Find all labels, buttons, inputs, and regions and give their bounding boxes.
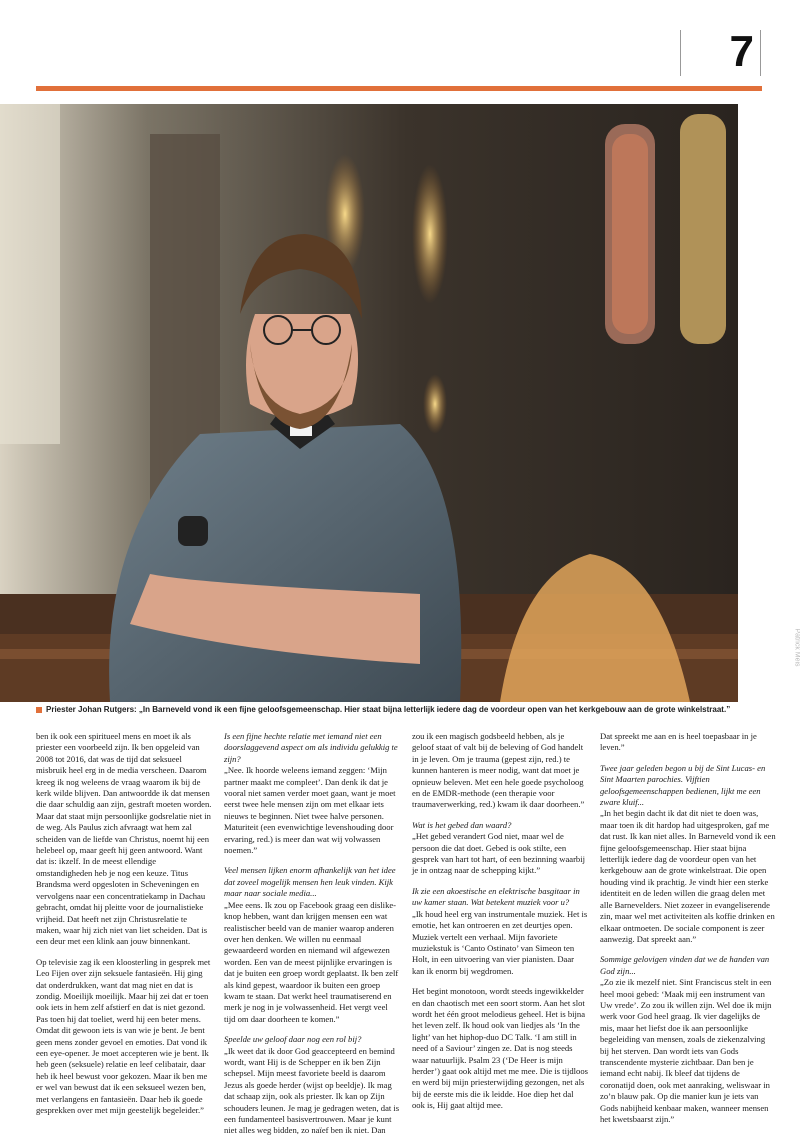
header-rule-left [680, 30, 681, 76]
header-accent-bar [36, 86, 762, 91]
interview-question: Veel mensen lijken enorm afhankelijk van het idee dat zoveel mogelijk mensen hen leuk vinden. Kijk maar naar sociale media... [224, 865, 396, 899]
caption-bullet-icon [36, 707, 42, 713]
priest-photo [0, 104, 738, 702]
article-paragraph: zou ik een magisch godsbeeld hebben, als je geloof staat of valt bij de beleving of God handelt in je leven. Om je trauma (gepest zijn, red.) te kunnen hanteren is meer nodig, want dat moet je opnieuw beleven. Met een hele goede psycholoog en de EMDR-methode (een therapie voor traumaverwerking, red.) kwam ik daar doorheen.” [412, 731, 585, 810]
photo-credit: Patrick Meis [793, 628, 800, 667]
article-paragraph: „Zo zie ik mezelf niet. Sint Franciscus stelt in een heel mooi gebed: ‘Maak mij een instrument van Uw vrede’. Zo zou ik willen zijn. Wel doe ik mijn werk voor God heel graag. Ik vier dagelijks de mis, maar het liefst doe ik aan persoonlijke begeleiding van mensen, zoals de ziekenzalving bij het sterven. Dan wordt iets van Gods transcendente mysterie zichtbaar. Dan ben je iemand echt nabij. Ik bleef dat tijdens de coronatijd doen, ook met aanraking, weliswaar in zo’n blauw pak. Op die manier kun je iets van Gods nabijheid kenbaar maken, wanneer mensen het kwetsbaarst zijn.” [600, 977, 772, 1124]
header-rule-right [760, 30, 761, 76]
photo-caption [36, 705, 756, 714]
column-4 [600, 731, 776, 1134]
article-paragraph: Op televisie zag ik een kloosterling in gesprek met Leo Fijen over zijn seksuele fantasieën. Hij ging dat onderdrukken, want dat mag niet en dat is zondig. Moeilijk moeilijk. Maar hij zei dat er toen ook iets in hem zelf afstierf en dat is niet gezond. Pas toen hij dat toeliet, werd hij een beter mens. Omdat dit gewoon iets is van wie je bent. Je bent geen mens zonder gevoel en emoties. Dat vond ik een eye-opener. Je moet accepteren wie je bent. Ik heb geen (seksuele) relatie en leef celibatair, daar heb ik heel bewust voor gekozen. Maar ik ben me er wel van bewust dat ik een seksueel wezen ben, met verlangens en fantasieën. Daar heb ik goede gesprekken over met mijn geestelijk begeleider.” [36, 956, 211, 1115]
interview-question: Speelde uw geloof daar nog een rol bij? [224, 1034, 362, 1045]
article-paragraph: „Ik houd heel erg van instrumentale muziek. Het is emotie, het kan ontroeren en zet deurtjes open. Muziek vertelt een verhaal. Mijn favoriete muziekstuk is ‘Canto Ostinato’ van Simeon ten Holt, in een uitvoering van vier pianisten. Daar kan ik enorm bij wegdromen. [412, 908, 588, 976]
article-paragraph: „In het begin dacht ik dat dit niet te doen was, maar toen ik dit hardop had uitgesproken, gaf me dat rust. Ik kan niet alles. In Barneveld vond ik een fijne geloofsgemeenschap. Hier staat bijna letterlijk iedere dag de voordeur open van het kerkgebouw aan de grote winkelstraat. Die open houding vind ik prachtig. Je vindt hier een sterke identiteit en de leden willen die graag delen met alle Barnevelders. Niet zozeer in evangeliserende zin, maar wel met activiteiten als koffie drinken en elkaar ontmoeten. De sociale component is zeer aanwezig. Dat spreekt aan.” [600, 808, 776, 944]
interview-question: Sommige gelovigen vinden dat we de handen van God zijn... [600, 954, 770, 976]
column-2 [224, 731, 400, 1146]
article-paragraph: „Mee eens. Ik zou op Facebook graag een dislike-knop hebben, want dan krijgen mensen een wat realistischer beeld van de manier waarop anderen over hen denken. We willen nu eenmaal gewaardeerd worden en niemand wil afgewezen worden. Een van de meest pijnlijke ervaringen is dat je buiten een groep wordt geplaatst. Ik ben zelf als kind gepest, waardoor ik buiten een groep kwam te staan. Dat werkt heel traumatiserend en merk je nog in je volwassenheid. Het vergt veel tijd om daar doorheen te komen.” [224, 899, 399, 1024]
article-paragraph: „Nee. Ik hoorde weleens iemand zeggen: ‘Mijn partner maakt me compleet’. Dan denk ik dat je vooral niet samen verder moet gaan, want je moet eerst twee hele mensen zijn om met elkaar iets nieuws te beginnen. Niet twee halve personen. Maturiteit (een evenwichtige levenshouding door ervaring, red.) is meer dan wat wij volwassen noemen.” [224, 765, 396, 856]
article-paragraph: „Het gebed verandert God niet, maar wel de persoon die dat doet. Gebed is ook stilte, een gesprek van hart tot hart, of een bezinning waarbij je in ontzag naar de schepping kijkt.” [412, 831, 586, 876]
article-paragraph: „Ik weet dat ik door God geaccepteerd en bemind wordt, want Hij is de Schepper en ik ben Zijn schepsel. Mijn meest favoriete beeld is daarom Jezus als goede herder (wijst op beeldje). Ik mag dat schaap zijn, ook als priester. Ik kan op Zijn schouders leunen. Je mag je gedragen weten, dat is een fundamenteel basisvertrouwen. Maar je kunt niet alles weg bidden, zo naïef ben ik niet. Dan [224, 1045, 400, 1136]
interview-question: Is een fijne hechte relatie met iemand niet een doorslaggevend aspect om als individu gelukkig te zijn? [224, 731, 398, 764]
column-3 [412, 731, 588, 1121]
caption-text: Priester Johan Rutgers: „In Barneveld vond ik een fijne geloofsgemeenschap. Hier staat bijna letterlijk iedere dag de voordeur open van het kerkgebouw aan de grote winkelstraat.” [46, 705, 731, 714]
article-body [36, 731, 776, 1136]
interview-question: Twee jaar geleden begon u bij de Sint Lucas- en Sint Maarten parochies. Vijftien geloofsgemeenschappen bedienen, lijkt me een zware kluif... [600, 762, 766, 808]
page-number: 7 [729, 27, 754, 76]
article-paragraph: Dat spreekt me aan en is heel toepasbaar in je leven.” [600, 731, 757, 753]
article-paragraph: ben ik ook een spiritueel mens en moet ik als priester een voorbeeld zijn. Ik ben opgeleid van 2008 tot 2016, dat was de tijd dat seksueel misbruik heel erg in de media verscheen. Daarom kreeg ik nog weleens de vraag waarom ik bij de kerk wilde blijven. Dan antwoordde ik dat mensen die daar schuldig aan zijn, gestraft moeten worden. Maar dat staat mijn persoonlijke godsrelatie niet in de weg. Als Paulus zich afvraagt wat hem zal scheiden van de liefde van Christus, noemt hij een helebeel op, maar geeft hij geen antwoord. Want dat is: ikzelf. In de meest ellendige omstandigheden heb je nog een keuze. Titus Brandsma werd opgesloten in Scheveningen en vervolgens naar een concentratiekamp in Dachau gebracht, omdat hij pleitte voor de journalistieke vrijheid. Dat heeft net zijn Christusrelatie te maken, waar hij zich niet van liet scheiden. Dat is een deur met een klink aan jouw binnenkant. [36, 731, 212, 947]
interview-question: Wat is het gebed dan waard? [412, 819, 512, 830]
column-1 [36, 731, 212, 1125]
article-paragraph: Het begint monotoon, wordt steeds ingewikkelder en dan chaotisch met een soort storm. Aan het slot wordt het één groot melodieus geheel. Het is bijna het leven zelf. Ik houd ook van liedjes als ‘In the light’ van het hiphop-duo DC Talk. ‘I am still in need of a Saviour’ zingen ze. Dat is nog steeds waar natuurlijk. Psalm 23 (‘De Heer is mijn herder’) gaat ook altijd met me mee. Die is tijdloos en werd bij mijn priesterwijding gezongen, net als bij de eerste mis die ik leidde. Hoe diep het dal ook is, Hij gaat altijd mee. [412, 986, 588, 1111]
interview-question: Ik zie een akoestische en elektrische basgitaar in uw kamer staan. Wat betekent muziek voor u? [412, 885, 580, 908]
